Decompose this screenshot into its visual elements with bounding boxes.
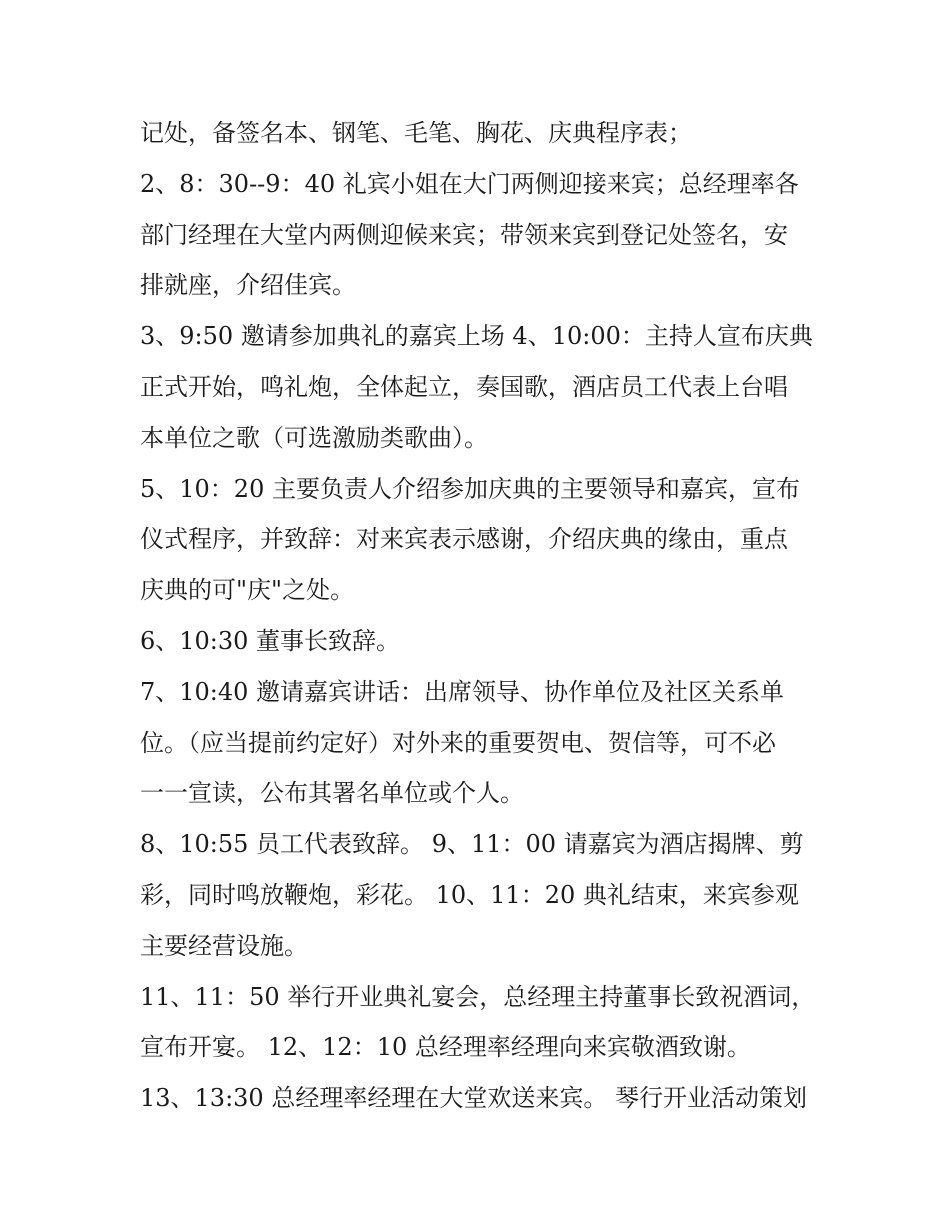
body-text [140,108,820,1124]
text-line: 宣布开宴。 12、12：10 总经理率经理向来宾敬酒致谢。 [140,1033,751,1062]
text-line: 正式开始，鸣礼炮，全体起立，奏国歌，酒店员工代表上台唱 [140,372,788,401]
text-line: 13、13:30 总经理率经理在大堂欢送来宾。 琴行开业活动策划 [140,1084,807,1113]
text-line: 位。（应当提前约定好）对外来的重要贺电、贺信等，可不必 [140,728,776,757]
text-line: 本单位之歌（可选激励类歌曲）。 [140,423,488,452]
text-line: 仪式程序，并致辞：对来宾表示感谢，介绍庆典的缘由，重点 [140,525,788,554]
text-line: 8、10:55 员工代表致辞。 9、11：00 请嘉宾为酒店揭牌、剪 [140,830,804,859]
text-line: 5、10：20 主要负责人介绍参加庆典的主要领导和嘉宾，宣布 [140,474,800,503]
text-line: 排就座，介绍佳宾。 [140,271,356,300]
text-line: 一一宣读，公布其署名单位或个人。 [140,779,524,808]
text-line: 庆典的可"庆"之处。 [140,576,355,605]
text-line: 2、8：30--9：40 礼宾小姐在大门两侧迎接来宾；总经理率各 [140,169,799,198]
text-line: 6、10:30 董事长致辞。 [140,626,401,655]
text-line: 11、11：50 举行开业典礼宴会，总经理主持董事长致祝酒词， [140,982,816,1011]
text-line: 3、9:50 邀请参加典礼的嘉宾上场 4、10:00：主持人宣布庆典 [140,322,813,351]
text-line: 7、10:40 邀请嘉宾讲话：出席领导、协作单位及社区关系单 [140,677,785,706]
text-line: 记处，备签名本、钢笔、毛笔、胸花、庆典程序表； [140,119,692,147]
text-line: 主要经营设施。 [140,931,308,960]
text-line: 部门经理在大堂内两侧迎候来宾；带领来宾到登记处签名，安 [140,220,788,249]
text-line: 彩，同时鸣放鞭炮，彩花。 10、11：20 典礼结束，来宾参观 [140,880,799,909]
